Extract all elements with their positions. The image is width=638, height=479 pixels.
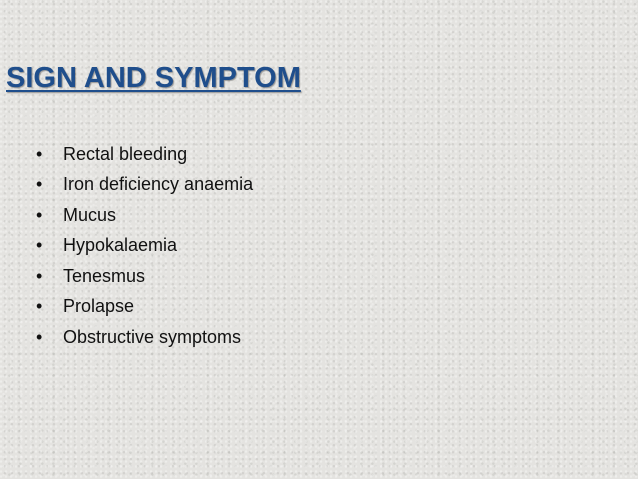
list-item (36, 139, 253, 170)
bullet-icon: • (36, 235, 43, 256)
bullet-icon: • (36, 326, 43, 347)
bullet-icon: • (36, 174, 43, 195)
slide-title: SIGN AND SYMPTOM (6, 62, 301, 94)
list-item (36, 231, 253, 262)
list-item (36, 200, 253, 231)
list-item-text: Iron deficiency anaemia (63, 174, 254, 195)
list-item-text: Tenesmus (63, 265, 146, 286)
list-item (36, 292, 253, 323)
list-item-text: Prolapse (63, 296, 135, 317)
list-item-text: Mucus (63, 204, 117, 225)
bullet-icon: • (36, 204, 43, 225)
list-item-text: Rectal bleeding (63, 143, 188, 164)
list-item (36, 170, 253, 201)
list-item-text: Obstructive symptoms (63, 326, 242, 347)
list-item-text: Hypokalaemia (63, 235, 178, 256)
bullet-list (36, 139, 253, 353)
bullet-icon: • (36, 296, 43, 317)
bullet-icon: • (36, 265, 43, 286)
bullet-icon: • (36, 143, 43, 164)
list-item (36, 322, 253, 353)
list-item (36, 261, 253, 292)
